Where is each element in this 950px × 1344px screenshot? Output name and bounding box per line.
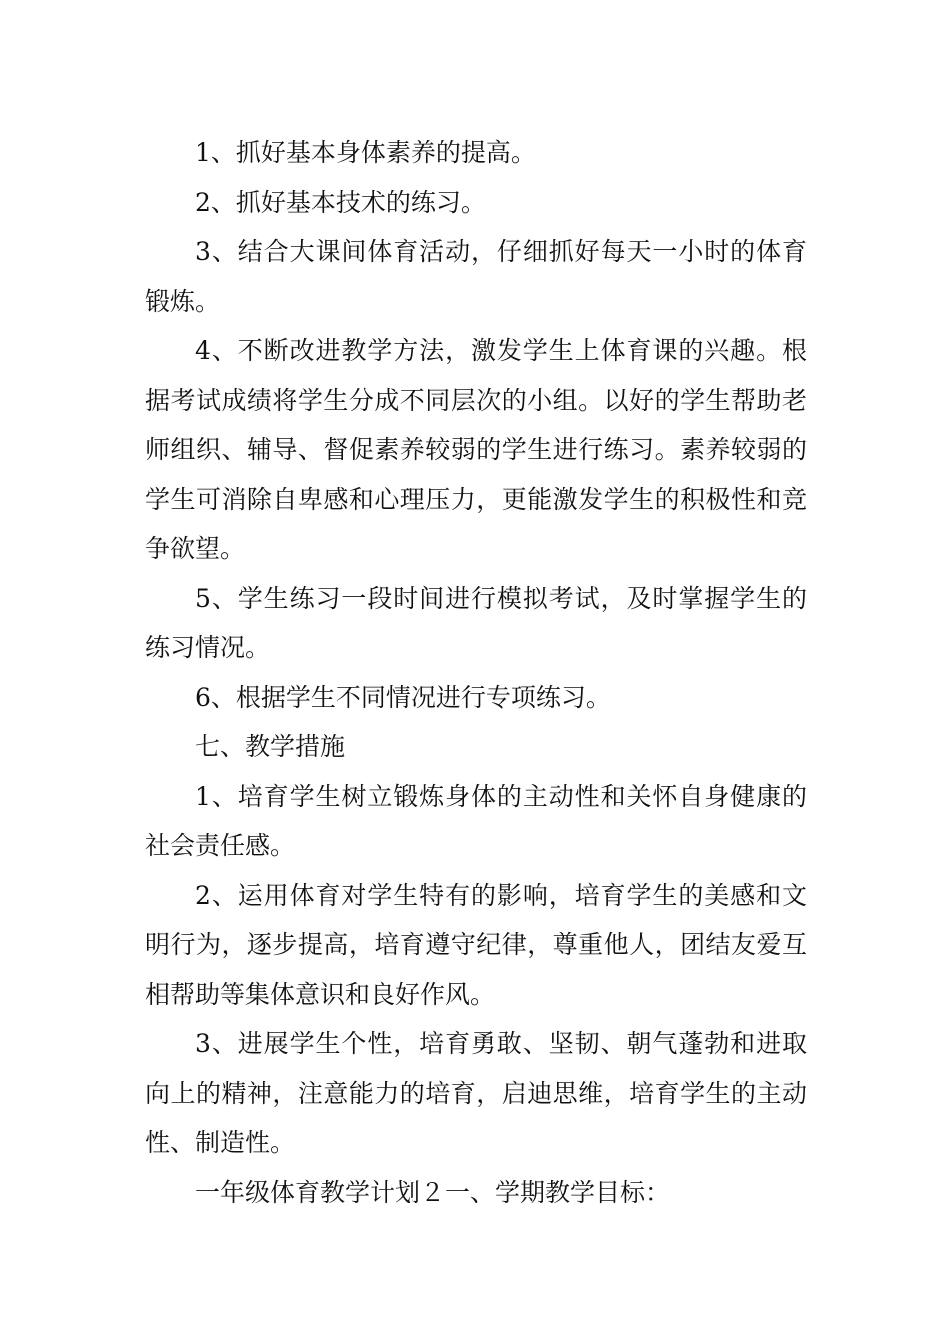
section-heading: 七、教学措施: [195, 732, 346, 761]
paragraph: 6、根据学生不同情况进行专项练习。: [195, 682, 611, 712]
paragraph: 4、不断改进教学方法，激发学生上体育课的兴趣。根据考试成绩将学生分成不同层次的小组。以好的学生帮助老师组织、辅导、督促素养较弱的学生进行练习。素养较弱的学生可消除自卑感和心理压力，更能激发学生的积极性和竞争欲望。: [145, 336, 807, 563]
paragraph: 3、结合大课间体育活动，仔细抓好每天一小时的体育锻炼。: [145, 237, 807, 316]
paragraph: 1、培育学生树立锻炼身体的主动性和关怀自身健康的社会责任感。: [145, 781, 807, 860]
document-body: [145, 128, 807, 1217]
paragraph: 5、学生练习一段时间进行模拟考试，及时掌握学生的练习情况。: [145, 583, 807, 662]
paragraph: 2、运用体育对学生特有的影响，培育学生的美感和文明行为，逐步提高，培育遵守纪律，尊重他人，团结友爱互相帮助等集体意识和良好作风。: [145, 880, 807, 1009]
paragraph: 1、抓好基本身体素养的提高。: [195, 138, 536, 167]
paragraph: 2、抓好基本技术的练习。: [195, 187, 486, 217]
paragraph: 3、进展学生个性，培育勇敢、坚韧、朝气蓬勃和进取向上的精神，注意能力的培育，启迪思维，培育学生的主动性、制造性。: [145, 1029, 807, 1157]
paragraph: 一年级体育教学计划２一、学期教学目标：: [195, 1177, 671, 1207]
